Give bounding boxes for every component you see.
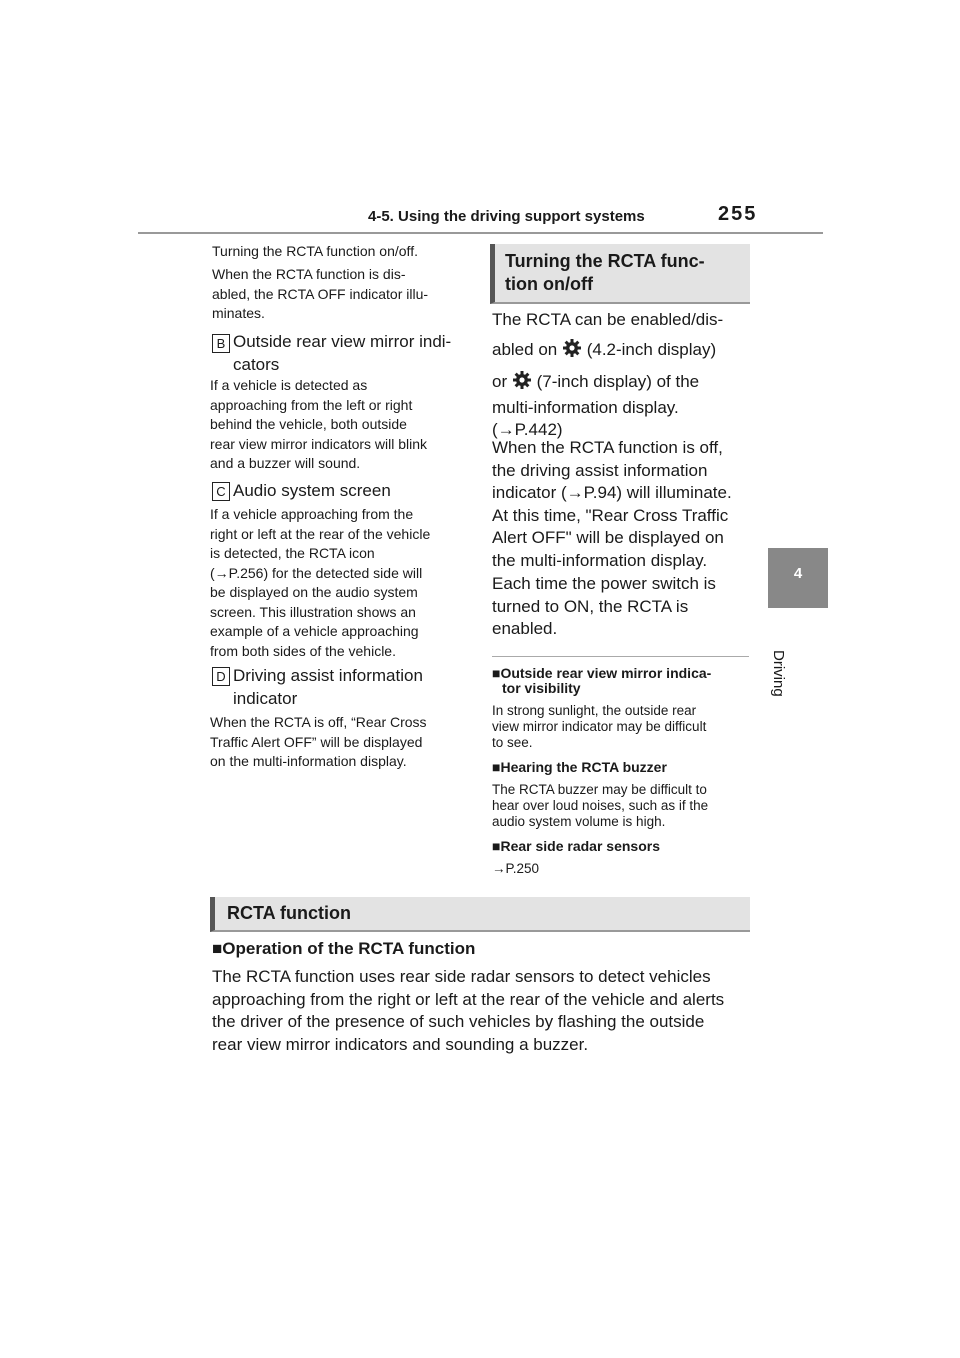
- gear-icon: [562, 338, 582, 365]
- item-c-text: If a vehicle approaching from the right or left at the rear of the vehicle is detected, the RCTA icon (→P.256) for the detected side will be displayed on the audio system screen. This illustration shows an example of a vehicle approaching from both sides of the vehicle.: [210, 506, 431, 659]
- gear-icon: [512, 370, 532, 397]
- note-mirror-visibility-text: In strong sunlight, the outside rear view mirror indicator may be difficult to see.: [492, 703, 707, 750]
- subheading-operation: ■Operation of the RCTA function: [212, 939, 476, 958]
- section-heading-rcta-function: RCTA function: [210, 897, 750, 932]
- chapter-tab: 4: [768, 548, 828, 608]
- notes-divider: [492, 656, 749, 657]
- note-buzzer-title: ■Hearing the RCTA buzzer: [492, 759, 667, 775]
- item-d-text: When the RCTA is off, “Rear Cross Traffic Alert OFF” will be displayed on the multi-information display.: [210, 714, 427, 769]
- marker-b: B: [212, 334, 230, 353]
- power-paragraph: Each time the power switch is turned to ON, the RCTA is enabled.: [492, 574, 716, 638]
- off-paragraph: When the RCTA function is off, the driving assist information indicator (→P.94) will illuminate. At this time, "Rear Cross Traffic Alert OFF" will be displayed on the multi-information display.: [492, 438, 732, 570]
- item-d-title: Driving assist information indicator: [233, 666, 423, 708]
- note-radar-ref: →P.250: [492, 861, 540, 876]
- item-b-title: Outside rear view mirror indi- cators: [233, 332, 452, 374]
- operation-text: The RCTA function uses rear side radar sensors to detect vehicles approaching from the right or left at the rear of the vehicle and alerts the driver of the presence of such vehicles by flashing the outside rear view mirror indicators and sounding a buzzer.: [212, 967, 725, 1054]
- note-buzzer-text: The RCTA buzzer may be difficult to hear over loud noises, such as if the audio system volume is high.: [492, 782, 709, 829]
- intro-line: Turning the RCTA function on/off.: [212, 243, 418, 259]
- note-radar-title: ■Rear side radar sensors: [492, 838, 660, 854]
- item-b-text: If a vehicle is detected as approaching from the left or right behind the vehicle, both outside rear view mirror indicators will blink and a buzzer will sound.: [210, 377, 428, 471]
- marker-c: C: [212, 482, 230, 501]
- item-c-title: Audio system screen: [233, 481, 391, 500]
- note-mirror-visibility-title: ■Outside rear view mirror indica- tor visibility: [492, 665, 712, 696]
- enable-paragraph: The RCTA can be enabled/dis- abled on (4.2-inch display) or (7-inch display) of the multi-information display. (→P.442): [492, 310, 724, 439]
- chapter-label: Driving: [770, 650, 787, 697]
- header-rule: [138, 232, 823, 234]
- section-heading-turning-on-off: Turning the RCTA func- tion on/off: [490, 244, 750, 304]
- page-number: 255: [718, 203, 758, 225]
- intro-paragraph: When the RCTA function is dis- abled, the RCTA OFF indicator illu- minates.: [212, 266, 429, 321]
- running-header: 4-5. Using the driving support systems: [368, 208, 645, 225]
- marker-d: D: [212, 667, 230, 686]
